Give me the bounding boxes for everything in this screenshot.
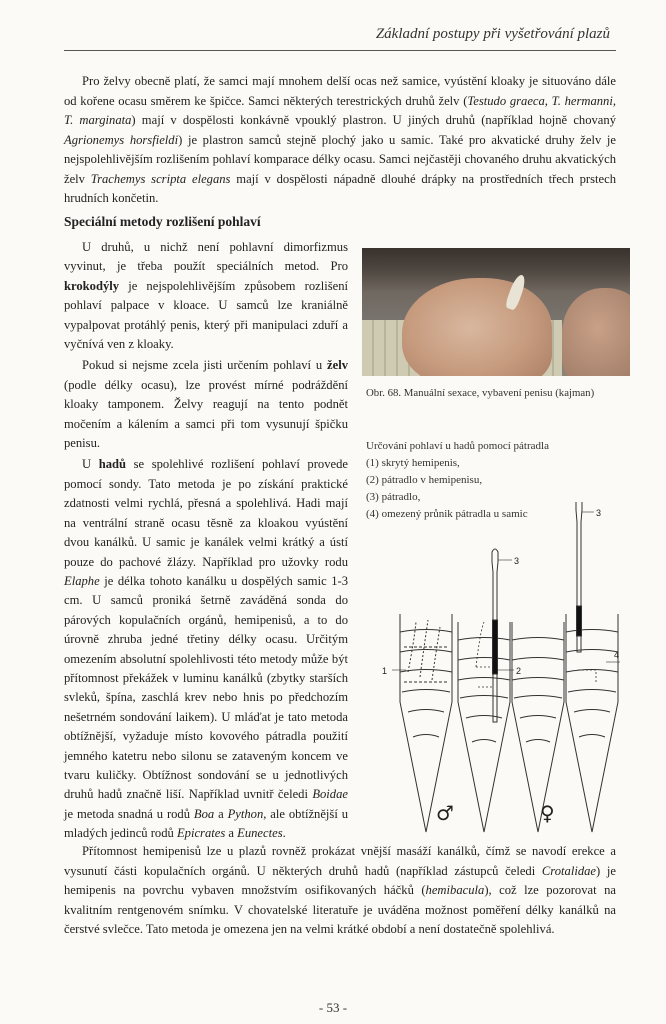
legend-title: Určování pohlaví u hadů pomocí pátradla bbox=[366, 440, 549, 452]
photo-caption: Obr. 68. Manuální sexace, vybavení penisu (kajman) bbox=[366, 387, 595, 399]
label-2: 2 bbox=[516, 666, 522, 676]
legend-item: (4) omezený průnik pátradla u samic bbox=[366, 508, 528, 520]
label-3b: 3 bbox=[596, 508, 602, 518]
label-4: 4 bbox=[614, 650, 620, 660]
legend-item: (2) pátradlo v hemipenisu, bbox=[366, 474, 483, 486]
header-title: Základní postupy při vyšetřování plazů bbox=[375, 26, 610, 42]
male-tail-middle bbox=[458, 622, 510, 832]
paragraph-crocodiles: U druhů, u nichž není pohlavní dimorfizmus vyvinut, je třeba použít speciálních metod. Pro krokodýly je nejspolehlivějším způsobem rozlišení pohlaví palpace v kloace. U samců lze kraniálně vypalpovat protáhlý penis, který při manipulaci zduří a vyčnívá ven z kloaky. bbox=[64, 240, 348, 352]
legend-item: (3) pátradlo, bbox=[366, 491, 421, 503]
female-tail-right bbox=[566, 614, 618, 832]
intro-paragraph: Pro želvy obecně platí, že samci mají mnohem delší ocas než samice, vyústění kloaky je situováno dále od kořene ocasu směrem ke špičce. Samci některých terestrických druhů želv (Testudo graeca, T. hermanni, T. marginata) mají v dospělosti konkávně vpouklý plastron. U jiných druhů (například hojně chovaný Agrionemys horsfieldi) je plastron samců stejně plochý jako u samic. Také pro akvatické druhy želv je nejspolehlivějším rozlišením pohlaví komparace délky ocasu. Samci nejčastěji chovaného druhu akvatických želv Trachemys scripta elegans mají v dospělosti nápadně dlouhé drápky na prostředních třech prstech hrudních končetin. bbox=[64, 74, 616, 205]
female-blocked-marks bbox=[578, 670, 596, 682]
paragraph-turtles: Pokud si nejsme zcela jisti určením pohlaví u želv (podle délky ocasu), lze provést mírné podráždění kloaky tamponem. Želvy reagují na tento podnět močením a kálením a samci při tom vysunují špičku penisu. bbox=[64, 358, 348, 451]
hand bbox=[402, 278, 552, 376]
left-column bbox=[64, 238, 348, 844]
label-1: 1 bbox=[382, 666, 388, 676]
page-number: - 53 - bbox=[318, 1000, 348, 1015]
legend-item: (1) skrytý hemipenis, bbox=[366, 457, 460, 469]
female-tail bbox=[512, 622, 564, 832]
female-symbol: ♀ bbox=[540, 801, 555, 825]
probe-female bbox=[576, 502, 582, 652]
male-symbol: ♂ bbox=[436, 801, 454, 825]
paragraph-snakes: U hadů se spolehlivé rozlišení pohlaví provede pomocí sondy. Tato metoda je po získání praktické zdatnosti velmi rychlá, přesná a spolehlivá. Hadi mají na ventrální straně ocasu těsně za kloakou vyústění dvou kanálků. U samic je kanálek velmi krátký a ústí pouze do pachové žlázy. Například pro užovky rodu Elaphe je délka tohoto kanálku u dospělých samic 1-3 cm. U samců proniká šetrně zaváděná sonda do párových kopulačních orgánů, hemipenisů, a to do úrovně zhruba jedné třetiny délky ocasu. Určitým omezením absolutní spolehlivosti této metody může být přítomnost překážek v luminu kanálků (zbytky starších svleků, špína, zaschlá krev nebo hnis po předchozím nešetrném sondování laikem). U mláďat je tato metoda obtížnější, vyžaduje místo kovového pátradla použití jemného katetru nebo silonu se zataveným koncem ve tvaru kuličky. Obtížnost sondování se u jednotlivých druhů hadů značně liší. Například uvnitř čeledi Boidae je metoda snadná u rodů Boa a Python, ale obtížnější u mladých jedinců rodů Epicrates a Eunectes. bbox=[64, 457, 348, 841]
snake-probe-diagram bbox=[380, 502, 630, 842]
caiman-sexing-photo bbox=[362, 248, 630, 376]
section-heading: Speciální metody rozlišení pohlaví bbox=[64, 214, 261, 229]
outro-paragraph: Přítomnost hemipenisů lze u plazů rovněž prokázat vnější masáží kanálků, čímž se navodí erekce a vysunutí části kopulačních orgánů. U některých druhů hadů (například zástupců čeledi Crotalidae) je hemipenis na povrchu vybaven množstvím osifikovaných háčků (hemibacula), což lze pozorovat na kvalitním rentgenovém snímku. V chovatelské literatuře je uváděna možnost poměření délky kanálků na čerstvé svlečce. Tato metoda je omezena jen na velmi krátké období a není dostatečně spolehlivá. bbox=[64, 844, 616, 936]
running-header bbox=[64, 24, 616, 51]
label-3a: 3 bbox=[514, 556, 520, 566]
